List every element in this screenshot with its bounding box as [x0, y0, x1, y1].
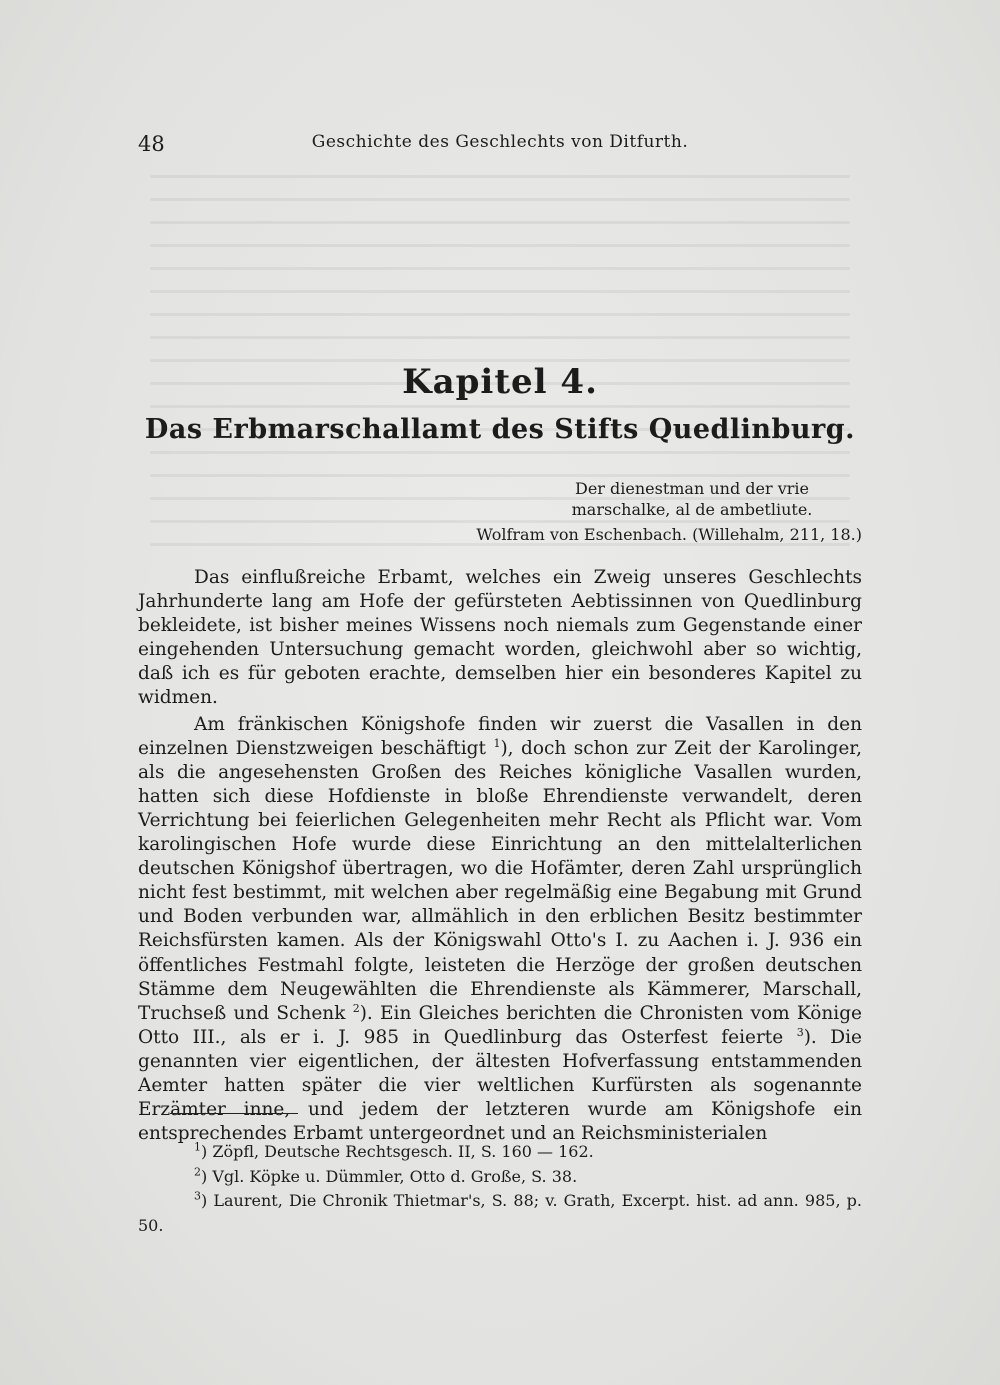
chapter-number: Kapitel 4.	[402, 362, 598, 402]
footnote-1	[138, 1140, 862, 1165]
epigraph-line-1: Der dienestman und der vrie	[574, 479, 810, 498]
body-text	[138, 566, 862, 1146]
footnote-3-text: Laurent, Die Chronik Thietmar's, S. 88; v. Grath, Excerpt. hist. ad ann. 985, p. 50.	[138, 1191, 863, 1235]
paragraph-2-part-d: ). Die genannten vier eigentlichen, der ältesten Hofverfassung entstammenden Aemter hatten später die vier weltlichen Kurfürsten als sogenannte Erzämter inne, und jedem der letzteren wurde am Königshofe ein entsprechendes Erbamt untergeordnet und an Reichsministerialen	[138, 1026, 862, 1145]
footnote-1-paren: )	[201, 1142, 213, 1161]
footnotes	[138, 1140, 862, 1238]
footnote-3-paren: )	[201, 1191, 214, 1210]
footnote-2-text: Vgl. Köpke u. Dümmler, Otto d. Große, S. 38.	[212, 1166, 578, 1186]
epigraph-line-2: marschalke, al de ambetliute.	[571, 500, 813, 519]
paragraph-2-part-a: Am fränkischen Königshofe finden wir zuerst die Vasallen in den einzelnen Dienstzweigen beschäftigt	[138, 713, 862, 759]
footnote-3-mark: 3	[194, 1189, 201, 1203]
chapter-title: Das Erbmarschallamt des Stifts Quedlinburg.	[144, 414, 856, 445]
footnote-1-mark: 1	[194, 1140, 201, 1154]
footnote-2-paren: )	[201, 1166, 213, 1186]
footnote-2-mark: 2	[194, 1165, 201, 1179]
footnote-1-text: Zöpfl, Deutsche Rechtsgesch. II, S. 160 — 162.	[212, 1142, 594, 1161]
page-number: 48	[138, 132, 165, 156]
epigraph-source: Wolfram von Eschenbach. (Willehalm, 211, 18.)	[476, 525, 862, 544]
paragraph-2	[138, 713, 862, 1147]
page-header	[138, 128, 862, 164]
footnote-divider	[170, 1113, 298, 1114]
running-head: Geschichte des Geschlechts von Ditfurth.	[311, 132, 689, 152]
footnote-mark-3: 3	[796, 1025, 804, 1039]
footnote-mark-1: 1	[493, 736, 501, 750]
epigraph	[442, 478, 862, 545]
footnote-mark-2: 2	[352, 1001, 360, 1015]
paragraph-2-part-c: ). Ein Gleiches berichten die Chronisten vom Könige Otto III., als er i. J. 985 in Quedlinburg das Osterfest feierte	[138, 1002, 862, 1048]
footnote-3	[138, 1189, 862, 1238]
paragraph-1: Das einflußreiche Erbamt, welches ein Zweig unseres Geschlechts Jahrhunderte lang am Hofe der gefürsteten Aebtissinnen von Quedlinburg bekleidete, ist bisher meines Wissens noch niemals zum Gegenstande einer eingehenden Untersuchung gemacht worden, gleichwohl aber so wichtig, daß ich es für geboten erachte, demselben hier ein besonderes Kapitel zu widmen.	[138, 567, 862, 709]
footnote-2	[138, 1165, 862, 1190]
paragraph-2-part-b: ), doch schon zur Zeit der Karolinger, als die angesehensten Großen des Reiches königliche Vasallen wurden, hatten sich diese Hofdienste in bloße Ehrendienste verwandelt, deren Verrichtung bei feierlichen Gelegenheiten mehr Recht als Pflicht war. Vom karolingischen Hofe wurde diese Einrichtung an den mittelalterlichen deutschen Königshof übertragen, wo die Hofämter, deren Zahl ursprünglich nicht fest bestimmt, mit welchen aber regelmäßig eine Begabung mit Grund und Boden verbunden war, allmählich in den erblichen Besitz bestimmter Reichsfürsten kamen. Als der Königswahl Otto's I. zu Aachen i. J. 936 ein öffentliches Festmahl folgte, leisteten die Herzöge der großen deutschen Stämme dem Neugewählten die Ehrendienste als Kämmerer, Marschall, Truchseß und Schenk	[138, 737, 862, 1024]
